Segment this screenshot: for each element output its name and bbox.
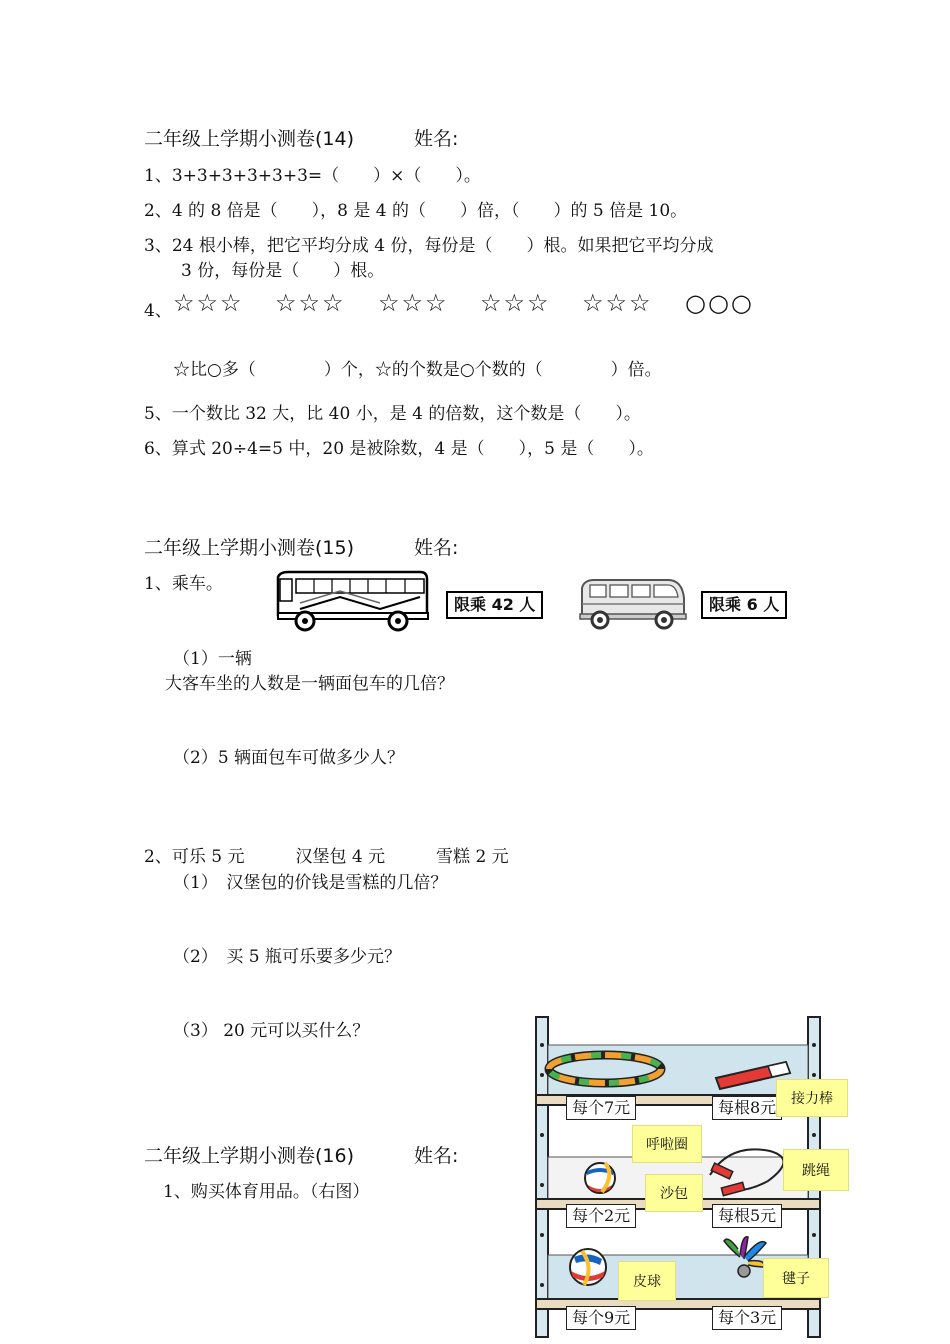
quiz16-title: 二年级上学期小测卷(16) (144, 1145, 355, 1167)
quiz14-q3-line1: 3、24 根小棒，把它平均分成 4 份，每份是（ ）根。如果把它平均分成 (144, 236, 714, 256)
price-tag: 每根8元 (712, 1096, 782, 1120)
item-label-jump-rope: 跳绳 (783, 1149, 849, 1191)
quiz14-q6: 6、算式 20÷4=5 中，20 是被除数，4 是（ ），5 是（ ）。 (144, 439, 654, 459)
star-group: ☆☆☆ (378, 289, 449, 317)
quiz14-q1: 1、3+3+3+3+3+3=（ ）×（ ）。 (144, 166, 481, 186)
quiz15-q1: 1、乘车。 (144, 574, 223, 594)
van-capacity-sign: 限乘 6 人 (701, 591, 787, 619)
star-group: ☆☆☆ (173, 289, 244, 317)
item-label-hula-hoop: 呼啦圈 (632, 1125, 702, 1163)
quiz14-q4-question: ☆比○多（ ）个，☆的个数是○个数的（ ）倍。 (173, 360, 662, 380)
van-icon (576, 574, 688, 630)
quiz15-title: 二年级上学期小测卷(15) (144, 537, 355, 559)
bus-capacity-sign: 限乘 42 人 (446, 591, 543, 619)
quiz15-q2-2: （2） 买 5 瓶可乐要多少元？ (173, 947, 401, 967)
item-label-sandbag: 沙包 (645, 1174, 703, 1212)
quiz16-q1: 1、购买体育用品。（右图） (163, 1182, 370, 1202)
quiz15-q2-3: （3） 20 元可以买什么？ (173, 1021, 370, 1041)
quiz14-title: 二年级上学期小测卷(14) (144, 128, 355, 150)
circle-group: ○○○ (685, 289, 754, 317)
price-tag: 每个9元 (566, 1306, 636, 1330)
price-tag: 每根5元 (712, 1204, 782, 1228)
quiz14-q4-prefix: 4、 (144, 301, 172, 321)
quiz14-q2: 2、4 的 8 倍是（ ），8 是 4 的（ ）倍，（ ）的 5 倍是 10。 (144, 201, 688, 221)
quiz14-q5: 5、一个数比 32 大，比 40 小，是 4 的倍数，这个数是（ ）。 (144, 404, 641, 424)
quiz15-q2: 2、可乐 5 元 汉堡包 4 元 雪糕 2 元 (144, 847, 509, 867)
price-tag: 每个2元 (566, 1204, 636, 1228)
quiz15-q1-1a: （1）一辆 (173, 649, 252, 669)
quiz15-q2-1: （1） 汉堡包的价钱是雪糕的几倍？ (173, 873, 448, 893)
quiz14-q3-line2: 3 份，每份是（ ）根。 (181, 261, 385, 281)
item-label-shuttlecock: 毽子 (763, 1258, 829, 1298)
quiz15-q1-1b: 大客车坐的人数是一辆面包车的几倍？ (165, 674, 454, 694)
item-label-ball: 皮球 (618, 1261, 676, 1301)
price-tag: 每个3元 (712, 1306, 782, 1330)
bus-icon (270, 569, 430, 633)
quiz16-name-label: 姓名: (414, 1145, 459, 1167)
star-group: ☆☆☆ (480, 289, 551, 317)
star-group: ☆☆☆ (275, 289, 346, 317)
quiz15-name-label: 姓名: (414, 537, 459, 559)
quiz15-q1-2: （2）5 辆面包车可做多少人？ (173, 748, 405, 768)
item-label-relay-baton: 接力棒 (776, 1079, 848, 1117)
price-tag: 每个7元 (566, 1096, 636, 1120)
quiz14-name-label: 姓名: (414, 128, 459, 150)
star-group: ☆☆☆ (582, 289, 653, 317)
